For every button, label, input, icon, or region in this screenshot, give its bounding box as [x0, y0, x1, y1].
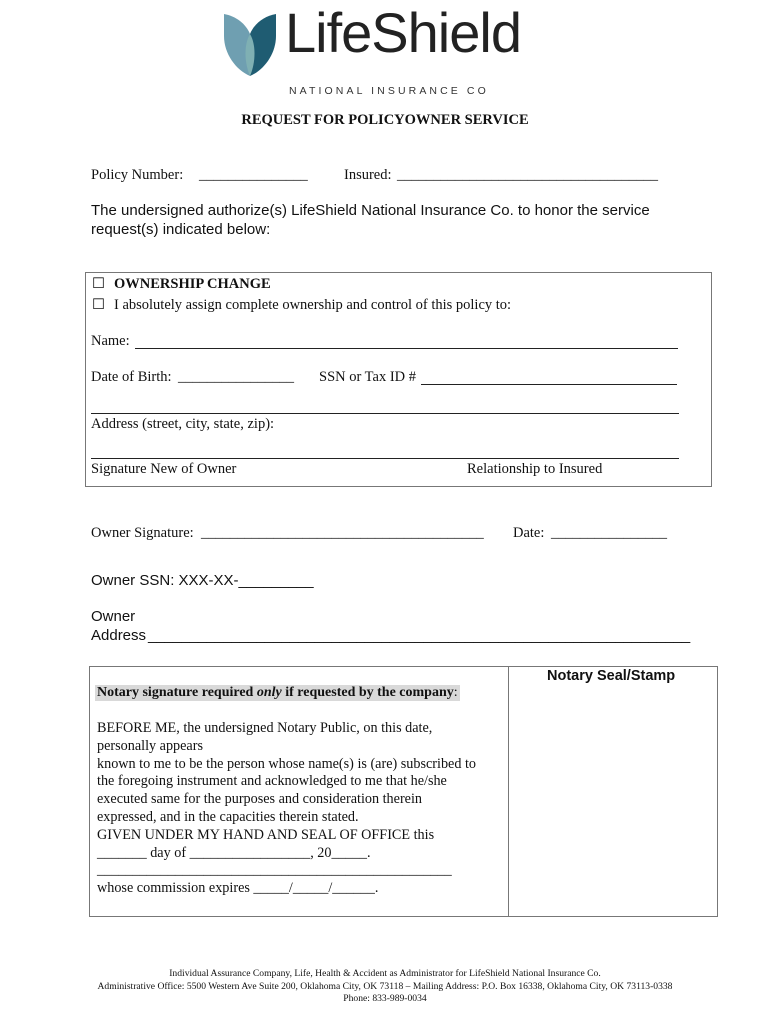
notary-req-colon: : — [453, 685, 458, 700]
ssn-tax-id-label: SSN or Tax ID # — [319, 369, 416, 385]
date-of-birth-field[interactable]: ________________ — [178, 369, 294, 385]
notary-line: known to me to be the person whose name(s) is (are) subscribed to — [97, 755, 477, 772]
assign-ownership-text: I absolutely assign complete ownership and control of this policy to: — [114, 297, 512, 313]
footer — [0, 968, 770, 1006]
policy-number-field[interactable]: _______________ — [199, 167, 308, 183]
footer-phone: Phone: 833-989-0034 — [343, 993, 427, 1004]
notary-seal-stamp-label: Notary Seal/Stamp — [547, 668, 676, 684]
notary-line: BEFORE ME, the undersigned Notary Public, on this date, — [97, 720, 433, 736]
assign-ownership-checkbox[interactable]: ☐ — [92, 297, 105, 313]
footer-line2: Administrative Office: 5500 Western Ave Suite 200, Oklahoma City, OK 73118 – Mailing Address: P.O. Box 16338, Oklahoma City, OK 73113-0338 — [97, 980, 673, 992]
new-owner-signature-label: Signature New of Owner — [91, 461, 237, 477]
owner-signature-label: Owner Signature: — [91, 525, 194, 541]
notary-requirement-note — [95, 685, 460, 701]
policy-number-label: Policy Number: — [91, 167, 184, 183]
notary-line: the foregoing instrument and acknowledged to me that he/she — [97, 773, 447, 790]
insured-label: Insured: — [344, 167, 392, 183]
commission-expiry-field[interactable]: whose commission expires _____/_____/______. — [97, 880, 379, 897]
new-owner-name-field[interactable] — [135, 348, 678, 349]
footer-line1: Individual Assurance Company, Life, Health & Accident as Administrator for LifeShield National Insurance Co. — [169, 968, 601, 979]
relationship-to-insured-label: Relationship to Insured — [467, 461, 603, 477]
form-title: REQUEST FOR POLICYOWNER SERVICE — [241, 112, 529, 128]
logo-subtitle: NATIONAL INSURANCE CO — [289, 85, 489, 97]
owner-signature-field[interactable]: _______________________________________ — [201, 525, 484, 541]
ssn-tax-id-field[interactable] — [421, 384, 677, 385]
insured-field[interactable]: ____________________________________ — [397, 167, 658, 183]
notary-line: personally appears — [97, 737, 203, 754]
notary-req-emphasis: only — [256, 685, 282, 700]
owner-ssn-field[interactable]: Owner SSN: XXX-XX-_________ — [91, 572, 314, 589]
authorization-text-line1: The undersigned authorize(s) LifeShield National Insurance Co. to honor the service — [91, 202, 650, 219]
owner-address-label-line2: Address — [91, 627, 147, 644]
address-field[interactable] — [91, 413, 679, 414]
owner-address-label-line1: Owner — [91, 608, 136, 625]
notary-line: GIVEN UNDER MY HAND AND SEAL OF OFFICE this — [97, 826, 435, 843]
ownership-change-heading: OWNERSHIP CHANGE — [114, 276, 271, 292]
notary-acknowledgment — [97, 720, 505, 898]
authorization-text-line2: request(s) indicated below: — [91, 221, 271, 238]
notary-req-prefix: Notary signature required — [97, 685, 257, 700]
notary-req-suffix: if requested by the company — [281, 685, 454, 700]
logo-right-leaf — [250, 14, 276, 76]
address-label: Address (street, city, state, zip): — [91, 416, 275, 432]
date-label: Date: — [513, 525, 545, 541]
ownership-change-checkbox[interactable]: ☐ — [92, 276, 105, 292]
lifeshield-logo-icon — [222, 12, 278, 78]
notary-date-field[interactable]: _______ day of _________________, 20_____. — [97, 844, 371, 861]
logo-left-leaf — [224, 14, 250, 76]
date-of-birth-label: Date of Birth: — [91, 369, 172, 385]
logo-wordmark: LifeShield — [285, 1, 521, 64]
notary-signature-field[interactable]: __________________________________________________ — [97, 862, 452, 879]
notary-line: executed same for the purposes and consideration therein — [97, 791, 423, 808]
notary-line: expressed, and in the capacities therein stated. — [97, 808, 359, 825]
new-owner-signature-field[interactable] — [91, 458, 679, 459]
new-owner-name-label: Name: — [91, 333, 130, 349]
date-field[interactable]: ________________ — [551, 525, 667, 541]
owner-address-field[interactable]: _________________________________________________________________ — [148, 627, 691, 644]
notary-divider — [508, 666, 509, 917]
